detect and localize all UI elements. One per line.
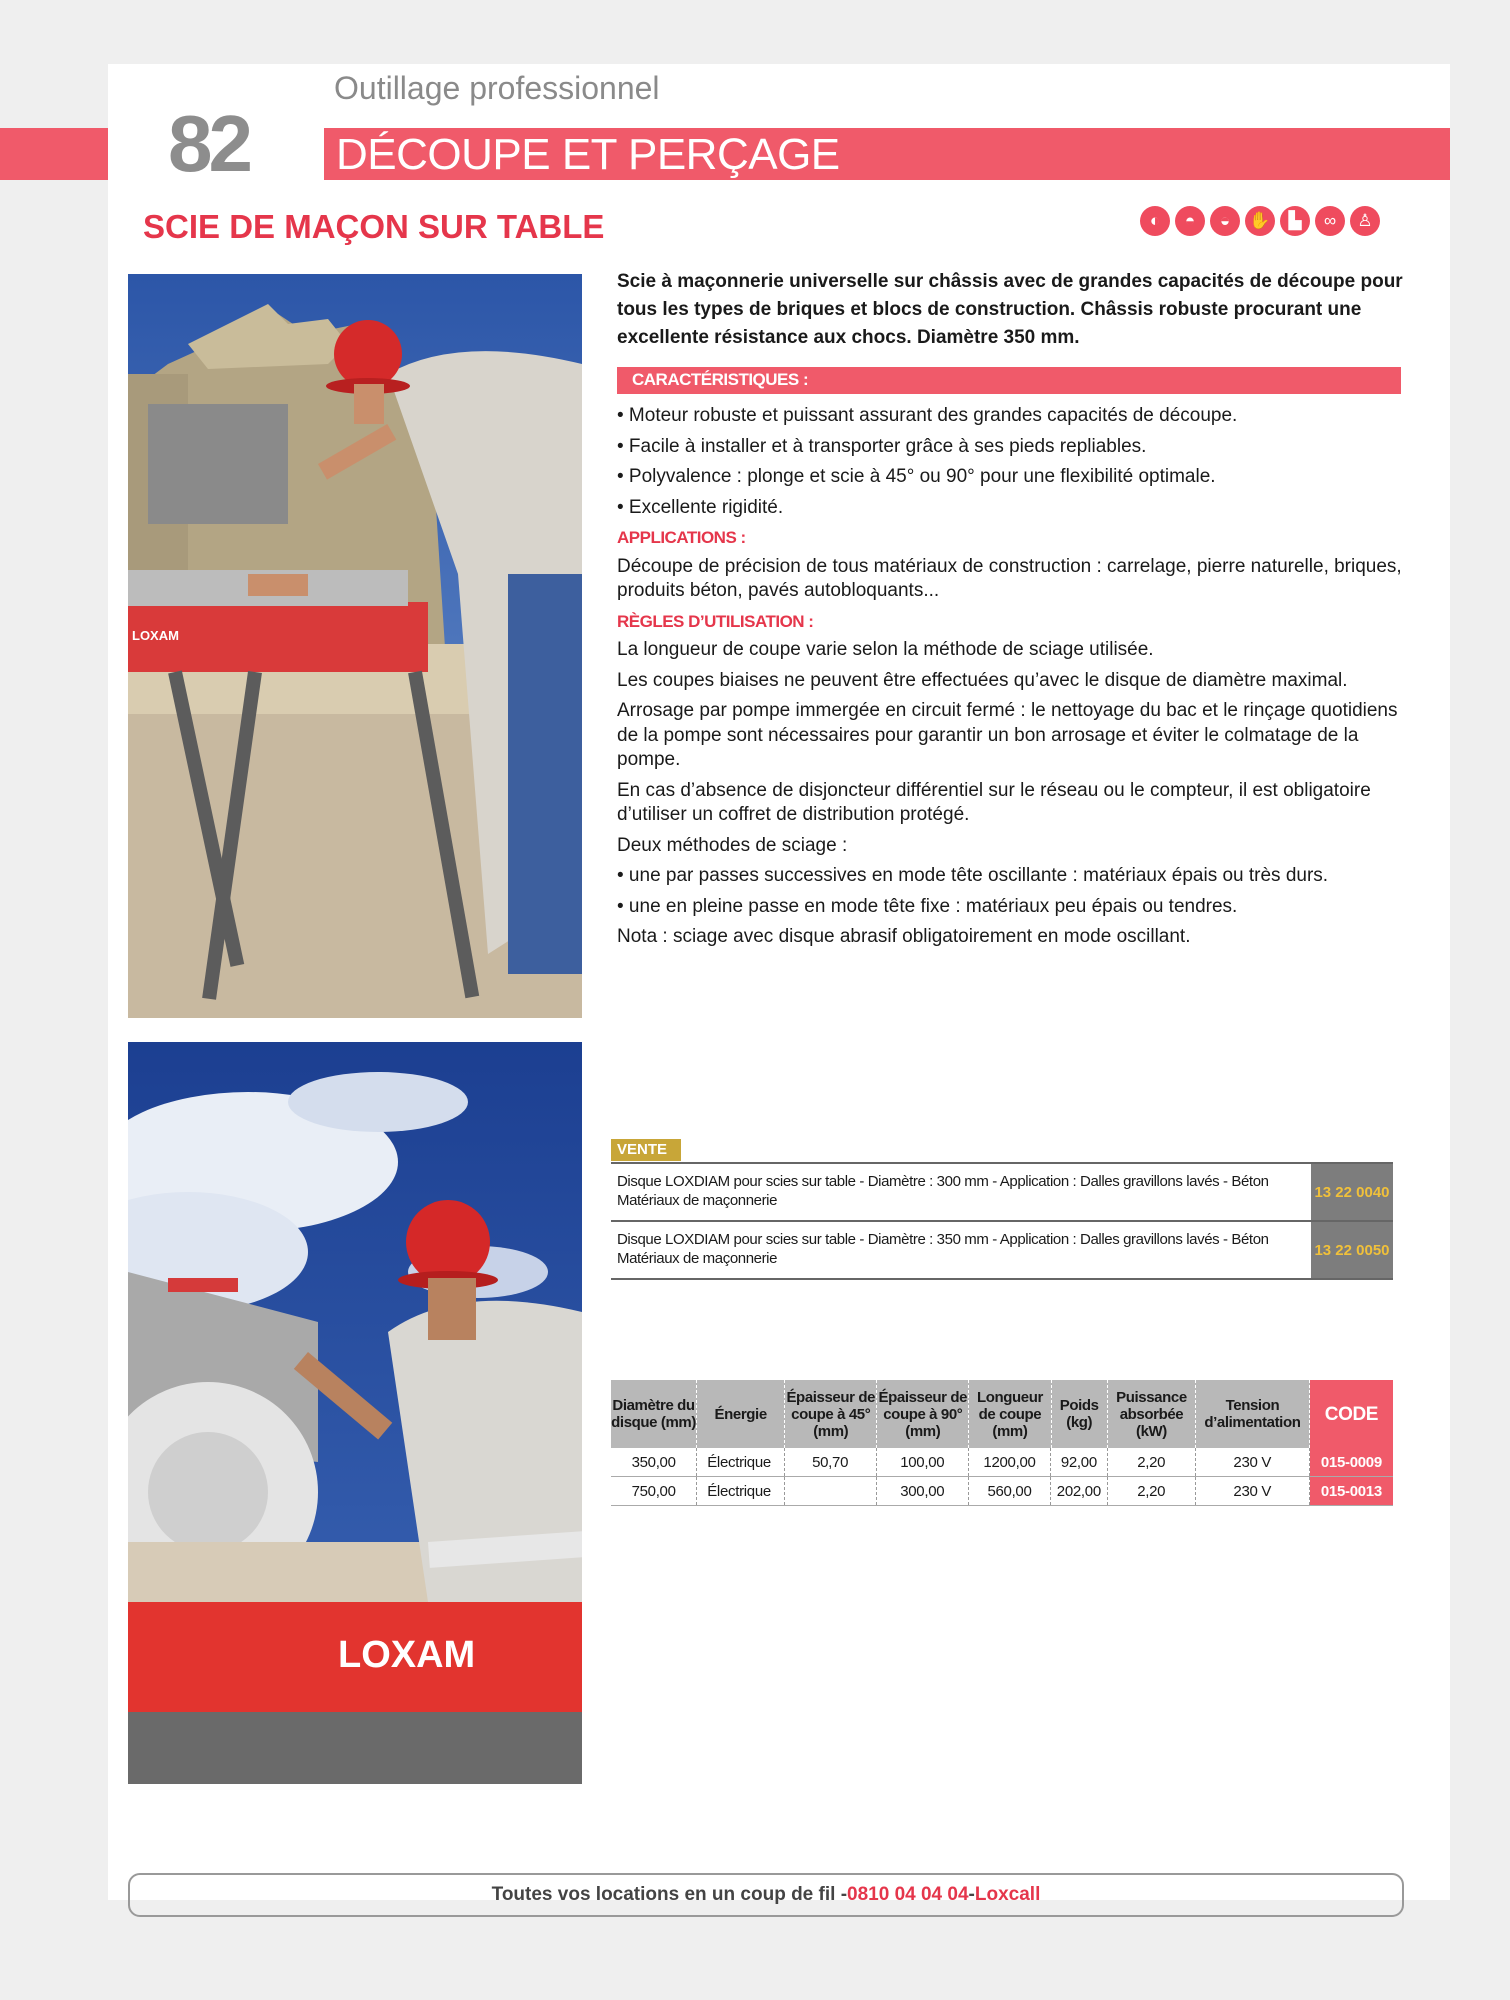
characteristics-bar: [617, 367, 1401, 394]
table-row: [611, 1164, 1393, 1222]
rule-item: En cas d’absence de disjoncteur différentiel sur le réseau ou le compteur, il est obligatoire d’utiliser un coffret de distribution protégé.: [617, 779, 1371, 825]
cell-diameter: 350,00: [611, 1448, 697, 1476]
characteristic-item: • Facile à installer et à transporter grâce à ses pieds repliables.: [617, 435, 1147, 457]
mask-icon: ◒: [1210, 206, 1240, 236]
category-title: DÉCOUPE ET PERÇAGE: [336, 130, 840, 179]
characteristics-title: CARACTÉRISTIQUES :: [632, 370, 809, 389]
cell-power: 2,20: [1108, 1477, 1196, 1505]
category-banner: [324, 128, 1450, 180]
rules-title: RÈGLES D’UTILISATION :: [617, 611, 814, 631]
col-code: CODE: [1310, 1380, 1393, 1448]
col-weight: Poids (kg): [1052, 1380, 1108, 1448]
col-voltage: Tension d’alimentation: [1196, 1380, 1310, 1448]
rule-item: Deux méthodes de sciage :: [617, 834, 848, 856]
applications-title: APPLICATIONS :: [617, 528, 746, 547]
footer-text: Toutes vos locations en un coup de fil -: [491, 1884, 848, 1905]
section-title: Outillage professionnel: [334, 70, 660, 106]
characteristic-item: • Excellente rigidité.: [617, 496, 784, 518]
left-accent-strip: [0, 128, 108, 180]
rule-item: Les coupes biaises ne peuvent être effectuées qu’avec le disque de diamètre maximal.: [617, 669, 1348, 691]
boots-icon: ▙: [1280, 206, 1310, 236]
cell-code: 015-0013: [1310, 1477, 1393, 1505]
vente-label: [611, 1139, 681, 1161]
cell-power: 2,20: [1108, 1448, 1196, 1476]
applications-text: Découpe de précision de tous matériaux de construction : carrelage, pierre naturelle, briques, produits béton, pavés autobloquants...: [617, 555, 1402, 601]
product-title: SCIE DE MAÇON SUR TABLE: [143, 208, 605, 245]
vente-desc: Disque LOXDIAM pour scies sur table - Diamètre : 300 mm - Application : Dalles gravillons lavés - Béton Matériaux de maçonnerie: [617, 1173, 1269, 1209]
vente-table: [611, 1162, 1393, 1280]
vente-code: 13 22 0040: [1311, 1164, 1393, 1220]
cell-cut-90: 300,00: [877, 1477, 969, 1505]
col-power: Puissance absorbée (kW): [1108, 1380, 1196, 1448]
cell-cut-45: [785, 1477, 877, 1505]
vente-desc: Disque LOXDIAM pour scies sur table - Diamètre : 350 mm - Application : Dalles gravillons lavés - Béton Matériaux de maçonnerie: [617, 1231, 1269, 1267]
footer-brand: Loxcall: [974, 1884, 1041, 1905]
cell-weight: 92,00: [1051, 1448, 1107, 1476]
cell-cut-90: 100,00: [877, 1448, 969, 1476]
col-energy: Énergie: [697, 1380, 785, 1448]
cell-length: 1200,00: [969, 1448, 1051, 1476]
table-row: [611, 1222, 1393, 1280]
ear-protection-icon: ◐: [1140, 206, 1170, 236]
col-cut-90: Épaisseur de coupe à 90° (mm): [877, 1380, 969, 1448]
saw-brand-text-1: LOXAM: [132, 628, 179, 643]
footer-contact-bar: [128, 1873, 1404, 1917]
cell-weight: 202,00: [1051, 1477, 1107, 1505]
cell-energy: Électrique: [697, 1448, 784, 1476]
helmet-icon: ◓: [1175, 206, 1205, 236]
vente-code: 13 22 0050: [1311, 1222, 1393, 1278]
cell-cut-45: 50,70: [785, 1448, 877, 1476]
rule-item: Nota : sciage avec disque abrasif obligatoirement en mode oscillant.: [617, 926, 1191, 947]
cell-diameter: 750,00: [611, 1477, 697, 1505]
cell-voltage: 230 V: [1196, 1448, 1310, 1476]
cell-voltage: 230 V: [1196, 1477, 1310, 1505]
specs-table: [611, 1380, 1393, 1506]
rule-item: • une par passes successives en mode tête oscillante : matériaux épais ou très durs.: [617, 865, 1329, 886]
specs-header: [611, 1380, 1393, 1448]
product-photo-1: [128, 274, 582, 1018]
footer-separator: -: [968, 1884, 975, 1905]
product-photo-2: [128, 1042, 582, 1784]
characteristic-item: • Polyvalence : plonge et scie à 45° ou 90° pour une flexibilité optimale.: [617, 466, 1216, 487]
rule-item: Arrosage par pompe immergée en circuit fermé : le nettoyage du bac et le rinçage quotidiens de la pompe sont nécessaires pour garantir un bon arrosage et éviter le colmatage de la pompe.: [617, 700, 1398, 770]
table-row: [611, 1448, 1393, 1477]
product-details: [617, 404, 1407, 956]
col-length: Longueur de coupe (mm): [969, 1380, 1051, 1448]
col-cut-45: Épaisseur de coupe à 45° (mm): [785, 1380, 877, 1448]
cell-energy: Électrique: [697, 1477, 784, 1505]
goggles-icon: ∞: [1315, 206, 1345, 236]
product-description: Scie à maçonnerie universelle sur châssis avec de grandes capacités de découpe pour tous les types de briques et blocs de construction. Châssis robuste procurant une excellente résistance aux chocs. Diamètre 350 mm.: [617, 271, 1403, 348]
cell-code: 015-0009: [1310, 1448, 1393, 1476]
col-diameter: Diamètre du disque (mm): [611, 1380, 697, 1448]
vest-icon: ♙: [1350, 206, 1380, 236]
rule-item: La longueur de coupe varie selon la méthode de sciage utilisée.: [617, 639, 1154, 660]
safety-icons: [1140, 206, 1380, 236]
characteristic-item: • Moteur robuste et puissant assurant des grandes capacités de découpe.: [617, 405, 1238, 426]
gloves-icon: ✋: [1245, 206, 1275, 236]
page-number: 82: [168, 99, 249, 188]
cell-length: 560,00: [969, 1477, 1051, 1505]
vente-label-text: VENTE: [617, 1141, 668, 1158]
rule-item: • une en pleine passe en mode tête fixe : matériaux peu épais ou tendres.: [617, 895, 1238, 917]
saw-brand-text-2: LOXAM: [338, 1634, 476, 1676]
footer-phone[interactable]: 0810 04 04 04: [847, 1884, 969, 1905]
table-row: [611, 1477, 1393, 1506]
